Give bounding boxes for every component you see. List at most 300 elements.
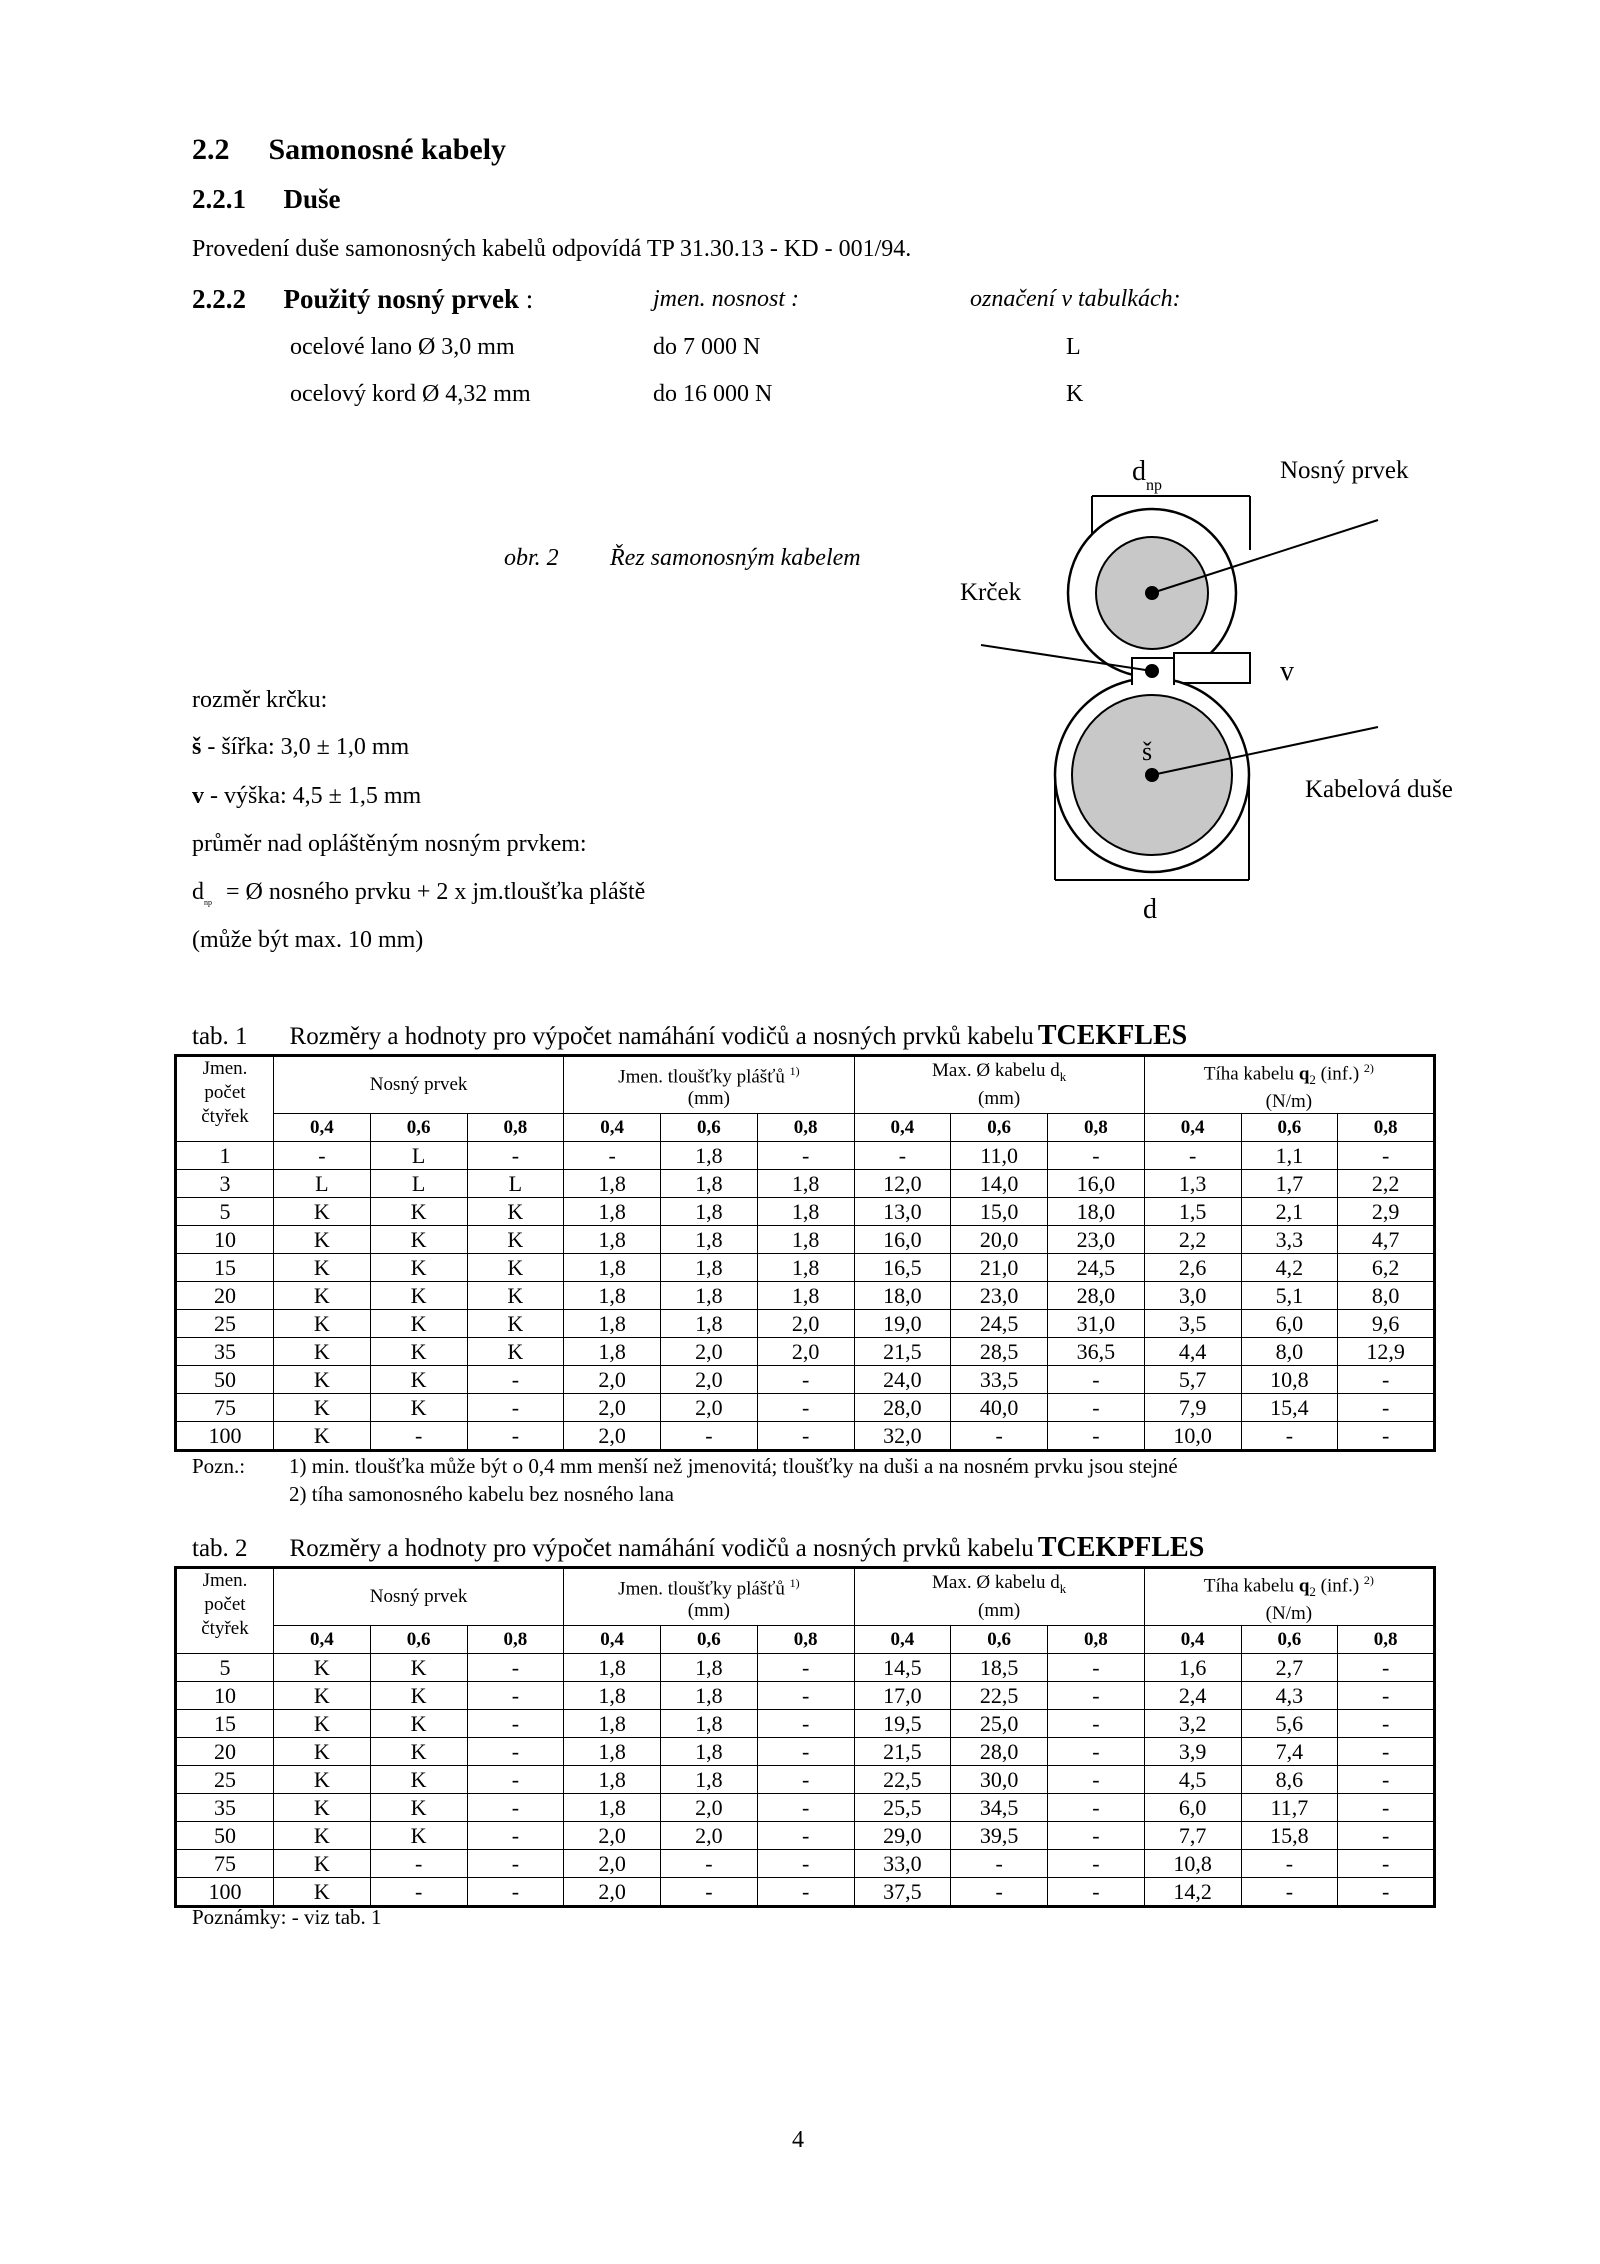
header-thickness-9: 0,4 [1144, 1626, 1241, 1654]
table-cell: L [370, 1170, 467, 1198]
table-cell: 1,8 [564, 1738, 661, 1766]
table-cell: - [467, 1878, 564, 1907]
table-cell: 1,7 [1241, 1170, 1338, 1198]
table-cell: 1,8 [757, 1254, 854, 1282]
table-cell: 14,2 [1144, 1878, 1241, 1907]
v-label: v [1280, 656, 1294, 687]
tab2-body [176, 1654, 1435, 1907]
header-weight: Tíha kabelu $q_2$ (inf.) $^{2)}$ (N/m) [1144, 1056, 1434, 1114]
table-cell: 1,8 [564, 1766, 661, 1794]
table-cell: 1,8 [564, 1282, 661, 1310]
table-cell: 20,0 [951, 1226, 1048, 1254]
table-cell: 32,0 [854, 1422, 951, 1451]
table-cell: 5 [176, 1198, 274, 1226]
table-cell: 1,8 [661, 1682, 758, 1710]
element-row-2-mark: K [1066, 381, 1084, 407]
table-cell: 1,8 [564, 1794, 661, 1822]
table-cell: 22,5 [854, 1766, 951, 1794]
header-subrow [176, 1626, 1435, 1654]
element-row-1-load: do 7 000 N [653, 334, 761, 360]
section-title: Duše [283, 184, 341, 214]
header-diameter: Max. Ø kabelu $d_k$ (mm) [854, 1568, 1144, 1626]
table-cell: - [1338, 1738, 1435, 1766]
neck-width: š - šířka: 3,0 ± 1,0 mm [192, 734, 410, 760]
header-diameter: Max. Ø kabelu $d_k$ (mm) [854, 1056, 1144, 1114]
table-cell: K [274, 1394, 371, 1422]
header-thickness-9: 0,4 [1144, 1114, 1241, 1142]
table-cell: L [370, 1142, 467, 1170]
table-cell: 6,0 [1144, 1794, 1241, 1822]
table-cell: 34,5 [951, 1794, 1048, 1822]
table-cell: 12,0 [854, 1170, 951, 1198]
table-cell: 1,8 [661, 1654, 758, 1682]
table-cell: - [1338, 1394, 1435, 1422]
table-cell: 5,1 [1241, 1282, 1338, 1310]
table-cell: K [370, 1710, 467, 1738]
table-cell: 1,8 [661, 1142, 758, 1170]
header-thickness-0: 0,4 [274, 1114, 371, 1142]
table-cell: - [467, 1850, 564, 1878]
table-cell: 35 [176, 1338, 274, 1366]
header-thickness-4: 0,6 [661, 1114, 758, 1142]
header-thickness-1: 0,6 [370, 1626, 467, 1654]
table-cell: K [370, 1338, 467, 1366]
page-number: 4 [792, 2127, 804, 2153]
table-cell: 75 [176, 1850, 274, 1878]
section-number: 2.2 [192, 133, 230, 166]
table-cell: 22,5 [951, 1682, 1048, 1710]
element-row-2-name: ocelový kord Ø 4,32 mm [290, 381, 531, 407]
table-cell: - [467, 1822, 564, 1850]
table-row [176, 1822, 1435, 1850]
table-cell: 2,0 [564, 1850, 661, 1878]
table-cell: 3,2 [1144, 1710, 1241, 1738]
table-cell: 8,6 [1241, 1766, 1338, 1794]
table-cell: - [467, 1794, 564, 1822]
section-2-2-1-heading [192, 184, 341, 215]
table-cell: 4,4 [1144, 1338, 1241, 1366]
table-cell: 1,8 [661, 1766, 758, 1794]
table-row [176, 1878, 1435, 1907]
table-cell: 10,0 [1144, 1422, 1241, 1451]
neck-heading: rozměr krčku: [192, 687, 328, 713]
table-cell: 8,0 [1338, 1282, 1435, 1310]
table-row [176, 1794, 1435, 1822]
table-cell: - [1338, 1366, 1435, 1394]
header-weight: Tíha kabelu $q_2$ (inf.) $^{2)}$ (N/m) [1144, 1568, 1434, 1626]
table-cell: 24,5 [1048, 1254, 1145, 1282]
table-cell: 1,8 [564, 1310, 661, 1338]
table-cell: 1,8 [564, 1654, 661, 1682]
figure-caption: Řez samonosným kabelem [610, 545, 861, 571]
table-cell: - [564, 1142, 661, 1170]
diameter-max: (může být max. 10 mm) [192, 927, 424, 953]
table-cell: K [370, 1226, 467, 1254]
header-count: Jmen. počet čtyřek [176, 1056, 274, 1142]
table-cell: - [467, 1682, 564, 1710]
table-cell: - [951, 1850, 1048, 1878]
table-cell: K [370, 1822, 467, 1850]
table-cell: 4,7 [1338, 1226, 1435, 1254]
header-thickness-11: 0,8 [1338, 1626, 1435, 1654]
table-cell: - [274, 1142, 371, 1170]
table-cell: - [467, 1766, 564, 1794]
table-cell: 1,8 [661, 1282, 758, 1310]
table-cell: K [370, 1282, 467, 1310]
table-cell: 1,8 [661, 1254, 758, 1282]
table-cell: 5,6 [1241, 1710, 1338, 1738]
table-row [176, 1338, 1435, 1366]
table-cell: 1,8 [661, 1226, 758, 1254]
table-cell: 20 [176, 1738, 274, 1766]
table-cell: K [274, 1766, 371, 1794]
table-cell: 18,5 [951, 1654, 1048, 1682]
table-cell: - [1048, 1822, 1145, 1850]
table-cell: - [1048, 1850, 1145, 1878]
table-row [176, 1738, 1435, 1766]
header-thickness-2: 0,8 [467, 1114, 564, 1142]
table-cell: 30,0 [951, 1766, 1048, 1794]
table-cell: - [757, 1878, 854, 1907]
table-cell: - [1338, 1710, 1435, 1738]
table-cell: 33,0 [854, 1850, 951, 1878]
table-cell: K [370, 1366, 467, 1394]
core-description: Provedení duše samonosných kabelů odpovídá TP 31.30.13 - KD - 001/94. [192, 236, 912, 262]
table-cell: 75 [176, 1394, 274, 1422]
header-thickness-6: 0,4 [854, 1626, 951, 1654]
table-cell: 2,0 [564, 1422, 661, 1451]
table-cell: 10,8 [1241, 1366, 1338, 1394]
table-cell: - [1144, 1142, 1241, 1170]
table-cell: 10 [176, 1682, 274, 1710]
table-cell: - [661, 1850, 758, 1878]
tab2-cable-name: TCEKPFLES [1037, 1532, 1205, 1563]
table-cell: K [274, 1850, 371, 1878]
kabelova-duse-label: Kabelová duše [1305, 776, 1453, 803]
table-row [176, 1366, 1435, 1394]
table-cell: - [467, 1366, 564, 1394]
header-thickness-8: 0,8 [1048, 1626, 1145, 1654]
table-row [176, 1850, 1435, 1878]
table-cell: K [274, 1422, 371, 1451]
section-title: Samonosné kabely [268, 133, 507, 166]
table-cell: 2,9 [1338, 1198, 1435, 1226]
table-cell: 4,5 [1144, 1766, 1241, 1794]
krcek-label: Krček [960, 579, 1022, 606]
table-cell: 16,0 [854, 1226, 951, 1254]
table-cell: 4,3 [1241, 1682, 1338, 1710]
table-cell: 3,0 [1144, 1282, 1241, 1310]
table-cell: 2,0 [564, 1394, 661, 1422]
table-cell: 24,0 [854, 1366, 951, 1394]
nosny-prvek-label: Nosný prvek [1280, 457, 1409, 484]
table-row [176, 1282, 1435, 1310]
section-title: Použitý nosný prvek [283, 284, 520, 314]
table-cell: - [1048, 1366, 1145, 1394]
table-cell: 33,5 [951, 1366, 1048, 1394]
tab1-caption-text: Rozměry a hodnoty pro výpočet namáhání vodičů a nosných prvků kabelu [289, 1023, 1034, 1050]
table-cell: 1,1 [1241, 1142, 1338, 1170]
table-cell: 50 [176, 1366, 274, 1394]
table-cell: - [1338, 1422, 1435, 1451]
tab1-body [176, 1142, 1435, 1451]
header-thickness-7: 0,6 [951, 1114, 1048, 1142]
table-cell: 23,0 [951, 1282, 1048, 1310]
table-cell: 18,0 [1048, 1198, 1145, 1226]
table-row [176, 1142, 1435, 1170]
table-cell: 28,0 [1048, 1282, 1145, 1310]
table-row [176, 1170, 1435, 1198]
col-mark-header: označení v tabulkách: [970, 286, 1181, 312]
table-cell: 35 [176, 1794, 274, 1822]
tab1-note-1: 1) min. tloušťka může být o 0,4 mm menší než jmenovitá; tloušťky na duši a na nosném prvku jsou stejné [289, 1454, 1178, 1478]
header-support: Nosný prvek [274, 1056, 564, 1114]
table-cell: K [370, 1394, 467, 1422]
table-cell: 1,8 [757, 1282, 854, 1310]
header-thickness-1: 0,6 [370, 1114, 467, 1142]
table-cell: 11,7 [1241, 1794, 1338, 1822]
table-row [176, 1766, 1435, 1794]
table-cell: - [757, 1394, 854, 1422]
table-cell: - [1048, 1142, 1145, 1170]
header-sheath: Jmen. tloušťky plášťů $^{1)}$ (mm) [564, 1056, 854, 1114]
table-cell: 16,0 [1048, 1170, 1145, 1198]
table-row [176, 1310, 1435, 1338]
table-cell: - [1048, 1738, 1145, 1766]
table-cell: 2,0 [661, 1822, 758, 1850]
table-cell: K [370, 1254, 467, 1282]
table-cell: - [951, 1878, 1048, 1907]
table-cell: - [1338, 1654, 1435, 1682]
table-cell: 1,3 [1144, 1170, 1241, 1198]
table-cell: - [1048, 1654, 1145, 1682]
tab1-notes-label: Pozn.: [192, 1454, 246, 1478]
header-thickness-10: 0,6 [1241, 1626, 1338, 1654]
table-cell: 1 [176, 1142, 274, 1170]
table-cell: - [757, 1682, 854, 1710]
table-cell: - [1241, 1878, 1338, 1907]
section-2-2-heading [192, 133, 506, 167]
table-cell: K [370, 1654, 467, 1682]
section-number: 2.2.2 [192, 284, 246, 314]
table-cell: K [274, 1338, 371, 1366]
table-cell: K [274, 1366, 371, 1394]
table-cell: - [1338, 1142, 1435, 1170]
table-cell: 2,4 [1144, 1682, 1241, 1710]
table-cell: 3,5 [1144, 1310, 1241, 1338]
table-cell: L [467, 1170, 564, 1198]
tab1-label: tab. 1 [192, 1023, 248, 1050]
header-count: Jmen. počet čtyřek [176, 1568, 274, 1654]
header-thickness-5: 0,8 [757, 1626, 854, 1654]
table-cell: 14,5 [854, 1654, 951, 1682]
table-cell: 12,9 [1338, 1338, 1435, 1366]
table-cell: - [951, 1422, 1048, 1451]
table-cell: 2,0 [564, 1822, 661, 1850]
table-cell: K [370, 1794, 467, 1822]
table-cell: 25,0 [951, 1710, 1048, 1738]
table-cell: 18,0 [854, 1282, 951, 1310]
table-cell: K [274, 1878, 371, 1907]
figure-label: obr. 2 [504, 545, 559, 571]
table-cell: 14,0 [951, 1170, 1048, 1198]
table-cell: 1,8 [661, 1738, 758, 1766]
table-cell: 1,8 [661, 1310, 758, 1338]
table-cell: - [757, 1850, 854, 1878]
table-cell: 40,0 [951, 1394, 1048, 1422]
header-thickness-3: 0,4 [564, 1114, 661, 1142]
table-cell: K [370, 1738, 467, 1766]
table-cell: 1,8 [661, 1170, 758, 1198]
table-cell: L [274, 1170, 371, 1198]
table-cell: - [467, 1142, 564, 1170]
table-cell: - [1048, 1394, 1145, 1422]
tab1-note-2: 2) tíha samonosného kabelu bez nosného lana [289, 1482, 674, 1506]
table-cell: - [370, 1422, 467, 1451]
d-label: d [1143, 894, 1157, 925]
table-cell: 100 [176, 1422, 274, 1451]
diameter-formula: $d_{np}$ = Ø nosného prvku + 2 x jm.tloušťka pláště [192, 879, 646, 907]
table-cell: 2,7 [1241, 1654, 1338, 1682]
table-cell: - [1048, 1422, 1145, 1451]
tab2-notes: Poznámky: - viz tab. 1 [192, 1905, 382, 1929]
table-cell: - [1338, 1766, 1435, 1794]
table-row [176, 1682, 1435, 1710]
neck-height-marker [1174, 653, 1250, 683]
table-cell: - [1048, 1794, 1145, 1822]
table-cell: 1,8 [564, 1198, 661, 1226]
table-cell: 25 [176, 1310, 274, 1338]
header-sheath: Jmen. tloušťky plášťů $^{1)}$ (mm) [564, 1568, 854, 1626]
table-cell: 19,0 [854, 1310, 951, 1338]
table-cell: 1,8 [564, 1170, 661, 1198]
tab2-caption [192, 1532, 1204, 1564]
table-cell: 11,0 [951, 1142, 1048, 1170]
table-cell: 2,2 [1144, 1226, 1241, 1254]
table-cell: K [274, 1226, 371, 1254]
table-cell: 1,8 [564, 1338, 661, 1366]
table-cell: 2,0 [661, 1366, 758, 1394]
table-cell: 1,5 [1144, 1198, 1241, 1226]
table-cell: 19,5 [854, 1710, 951, 1738]
table-cell: - [467, 1394, 564, 1422]
table-cell: K [370, 1198, 467, 1226]
table-cell: - [757, 1366, 854, 1394]
table-cell: 10 [176, 1226, 274, 1254]
table-cell: - [757, 1822, 854, 1850]
table-cell: K [467, 1254, 564, 1282]
header-thickness-10: 0,6 [1241, 1114, 1338, 1142]
table-cell: 7,4 [1241, 1738, 1338, 1766]
table-cell: 9,6 [1338, 1310, 1435, 1338]
table-cell: 5,7 [1144, 1366, 1241, 1394]
table-cell: 3 [176, 1170, 274, 1198]
table-cell: 15,0 [951, 1198, 1048, 1226]
table-cell: - [1241, 1422, 1338, 1451]
table-cell: K [370, 1766, 467, 1794]
table-cell: - [757, 1654, 854, 1682]
table-cell: - [1338, 1850, 1435, 1878]
section-colon: : [525, 284, 534, 314]
table-cell: 1,8 [661, 1198, 758, 1226]
table-cell: - [661, 1878, 758, 1907]
col-load-header: jmen. nosnost : [653, 286, 799, 312]
table-cell: 1,8 [564, 1254, 661, 1282]
table-cell: 39,5 [951, 1822, 1048, 1850]
table-cell: 50 [176, 1822, 274, 1850]
table-cell: 25,5 [854, 1794, 951, 1822]
table-cell: 2,0 [661, 1338, 758, 1366]
table-cell: - [854, 1142, 951, 1170]
table-cell: 7,9 [1144, 1394, 1241, 1422]
table-cell: K [274, 1282, 371, 1310]
header-subrow [176, 1114, 1435, 1142]
table-cell: 17,0 [854, 1682, 951, 1710]
table-row [176, 1654, 1435, 1682]
table-cell: 25 [176, 1766, 274, 1794]
table-cell: 4,2 [1241, 1254, 1338, 1282]
table-cell: 15,4 [1241, 1394, 1338, 1422]
table-cell: K [370, 1310, 467, 1338]
table-cell: 6,2 [1338, 1254, 1435, 1282]
table-cell: 23,0 [1048, 1226, 1145, 1254]
tab1-cable-name: TCEKFLES [1037, 1020, 1188, 1051]
element-row-2-load: do 16 000 N [653, 381, 773, 407]
table-cell: K [274, 1254, 371, 1282]
table-cell: - [467, 1654, 564, 1682]
table-cell: - [1048, 1766, 1145, 1794]
tab2-table [174, 1566, 1436, 1908]
table-cell: 16,5 [854, 1254, 951, 1282]
table-cell: 20 [176, 1282, 274, 1310]
table-cell: 21,5 [854, 1338, 951, 1366]
section-2-2-2-heading [192, 284, 533, 315]
table-row [176, 1394, 1435, 1422]
table-cell: - [1338, 1682, 1435, 1710]
table-cell: 2,1 [1241, 1198, 1338, 1226]
table-cell: 2,0 [661, 1394, 758, 1422]
header-thickness-2: 0,8 [467, 1626, 564, 1654]
table-cell: 36,5 [1048, 1338, 1145, 1366]
table-cell: - [467, 1422, 564, 1451]
tab2-caption-text: Rozměry a hodnoty pro výpočet namáhání vodičů a nosných prvků kabelu [289, 1535, 1034, 1562]
section-number: 2.2.1 [192, 184, 246, 214]
table-cell: 3,3 [1241, 1226, 1338, 1254]
table-row [176, 1422, 1435, 1451]
table-cell: 15 [176, 1710, 274, 1738]
table-cell: K [274, 1682, 371, 1710]
s-label: š [1142, 737, 1153, 766]
table-cell: 7,7 [1144, 1822, 1241, 1850]
table-cell: - [370, 1878, 467, 1907]
element-row-1-name: ocelové lano Ø 3,0 mm [290, 334, 515, 360]
table-cell: 1,8 [564, 1226, 661, 1254]
table-cell: 1,8 [757, 1170, 854, 1198]
table-cell: - [757, 1422, 854, 1451]
table-cell: - [661, 1422, 758, 1451]
table-cell: 24,5 [951, 1310, 1048, 1338]
table-cell: 31,0 [1048, 1310, 1145, 1338]
table-cell: K [274, 1794, 371, 1822]
table-cell: - [467, 1738, 564, 1766]
element-row-1-mark: L [1066, 334, 1081, 360]
diameter-text: průměr nad opláštěným nosným prvkem: [192, 831, 587, 857]
table-cell: K [274, 1654, 371, 1682]
table-cell: 5 [176, 1654, 274, 1682]
table-row [176, 1254, 1435, 1282]
header-thickness-6: 0,4 [854, 1114, 951, 1142]
table-cell: 21,0 [951, 1254, 1048, 1282]
